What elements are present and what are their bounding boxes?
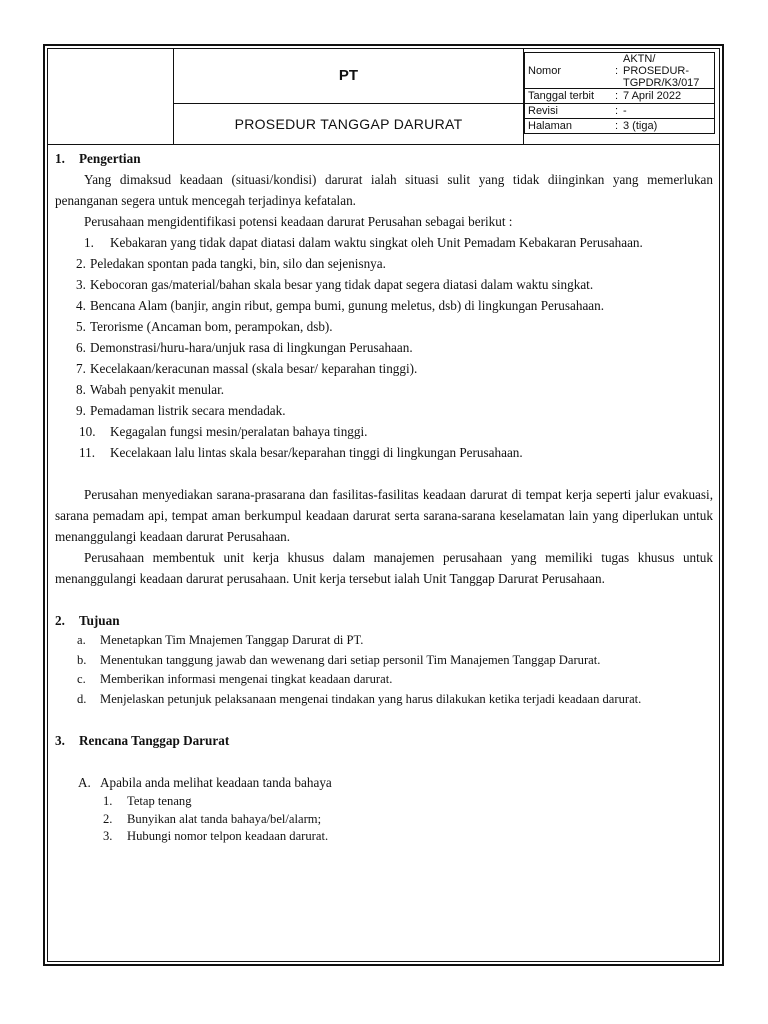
list-text: Kebocoran gas/material/bahan skala besar yang tidak dapat segera diatasi dalam waktu singkat. [90,277,594,292]
meta-key: Halaman [528,120,573,132]
section-title: Rencana Tanggap Darurat [79,733,230,748]
meta-sep: : [615,105,619,117]
list-letter: a. [77,633,86,647]
list-letter: b. [77,652,87,667]
list-item [55,232,713,253]
list-number: 7. [76,361,86,376]
list-text: Kecelakaan/keracunan massal (skala besar/ keparahan tinggi). [90,361,418,376]
company-name: PT [174,48,524,104]
list-text: Menentukan tanggung jawab dan wewenang dari setiap personil Tim Manajemen Tanggap Darurat. [100,652,601,667]
section-number: 2. [55,613,65,628]
list-item [55,337,713,358]
list-number: 5. [76,319,86,334]
meta-value: 3 (tiga) [623,120,658,132]
meta-value-line: AKTN/ [623,53,656,65]
sub-section [55,772,713,793]
list-item [55,421,713,442]
list-number: 1. [103,794,113,808]
meta-row-tanggal [524,88,715,104]
section-title: Pengertian [79,151,141,166]
logo-cell [47,48,174,144]
section-heading [55,730,713,751]
list-item [55,274,713,295]
list-text: Wabah penyakit menular. [90,382,225,397]
section-heading [55,148,713,169]
list-number: 4. [76,298,86,313]
list-text: Memberikan informasi mengenai tingkat keadaan darurat. [100,672,393,686]
list-item [55,316,713,337]
sub-section-letter: A. [78,775,91,790]
list-text: Hubungi nomor telpon keadaan darurat. [127,829,329,843]
list-item [55,358,713,379]
meta-key: Revisi [528,105,558,117]
list-number: 1. [84,235,94,250]
list-item [55,811,713,829]
paragraph: Yang dimaksud keadaan (situasi/kondisi) darurat ialah situasi sulit yang tidak diinginkan yang memerlukan penanganan segera untuk mencegah terjadinya kefatalan. [55,172,713,208]
meta-row-revisi [524,103,715,119]
list-text: Menetapkan Tim Mnajemen Tanggap Darurat di PT. [100,633,364,647]
paragraph: Perusahan menyediakan sarana-prasarana dan fasilitas-fasilitas keadaan darurat di tempat kerja seperti jalur evakuasi, sarana pemadam api, tempat aman berkumpul keadaan darurat serta sarana-sarana keselamatan lain yang diperlukan untuk menanggulangi keadaan darurat Perusahaan. [55,487,713,544]
list-item [55,651,700,671]
section-number: 1. [55,151,65,166]
list-item [55,400,713,421]
list-text: Bencana Alam (banjir, angin ribut, gempa bumi, gunung meletus, dsb) di lingkungan Perusahaan. [90,298,605,313]
document-body [55,148,713,846]
list-text: Bunyikan alat tanda bahaya/bel/alarm; [127,811,322,826]
list-text: Menjelaskan petunjuk pelaksanaan mengenai tindakan yang harus dilakukan ketika terjadi keadaan darurat. [100,691,642,706]
list-text: Terorisme (Ancaman bom, perampokan, dsb). [90,319,333,334]
paragraph: Perusahaan mengidentifikasi potensi keadaan darurat Perusahan sebagai berikut : [84,214,513,229]
sub-section-title: Apabila anda melihat keadaan tanda bahaya [100,775,332,790]
meta-value: 7 April 2022 [623,90,682,102]
list-number: 6. [76,340,86,355]
list-text: Kegagalan fungsi mesin/peralatan bahaya tinggi. [110,424,368,439]
list-letter: c. [77,672,86,686]
meta-value-line: PROSEDUR- [623,65,690,77]
meta-sep: : [615,90,619,102]
meta-sep: : [615,120,619,132]
list-number: 10. [79,424,96,439]
list-text: Demonstrasi/huru-hara/unjuk rasa di lingkungan Perusahaan. [90,340,413,355]
paragraph: Perusahaan membentuk unit kerja khusus dalam manajemen perusahaan yang memiliki tugas khusus untuk menanggulangi keadaan darurat perusahaan. Unit kerja tersebut ialah Unit Tanggap Darurat Perusahaan. [55,550,713,586]
list-item [55,442,713,463]
meta-row-nomor [524,52,715,89]
meta-key: Nomor [528,65,562,77]
list-number: 2. [103,811,113,826]
list-letter: d. [77,691,87,706]
list-item [55,670,713,690]
list-item [55,379,713,400]
meta-value: - [623,105,627,117]
document-header [47,48,720,145]
list-number: 11. [79,445,95,460]
list-text: Kecelakaan lalu lintas skala besar/keparahan tinggi di lingkungan Perusahaan. [110,445,523,460]
list-text: Pemadaman listrik secara mendadak. [90,403,286,418]
list-item [55,690,700,710]
list-text: Tetap tenang [127,794,192,808]
list-number: 2. [76,256,86,271]
list-item [55,631,713,651]
section-heading [55,610,713,631]
hazard-list [55,232,713,463]
meta-sep: : [615,65,619,77]
list-item [55,793,713,811]
list-number: 9. [76,403,86,418]
list-number: 8. [76,382,86,397]
meta-value-line: TGPDR/K3/017 [623,77,700,89]
meta-key: Tanggal terbit [528,90,595,102]
section-number: 3. [55,733,65,748]
list-item [55,828,713,846]
list-item [55,295,713,316]
objective-list [55,631,713,709]
list-number: 3. [76,277,86,292]
meta-row-halaman [524,118,715,134]
document-title: PROSEDUR TANGGAP DARURAT [174,104,524,144]
list-text: Peledakan spontan pada tangki, bin, silo dan sejenisnya. [90,256,386,271]
section-title: Tujuan [79,613,120,628]
list-number: 3. [103,829,113,843]
list-text: Kebakaran yang tidak dapat diatasi dalam waktu singkat oleh Unit Pemadam Kebakaran Perusahaan. [110,235,643,250]
list-item [55,253,713,274]
meta-value [623,53,699,89]
